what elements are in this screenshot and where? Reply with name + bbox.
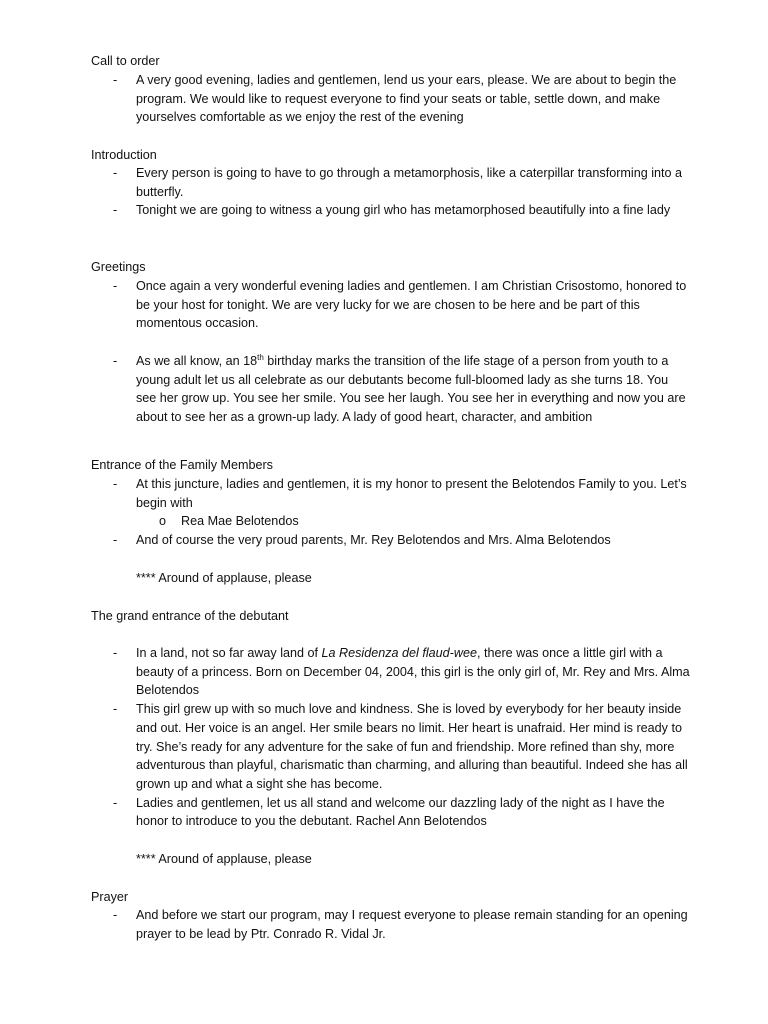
greetings-list-2 — [91, 352, 691, 427]
item-text: This girl grew up with so much love and kindness. She is loved by everybody for her beauty inside and out. Her voice is an angel. Her smile bears no limit. Her heart is unafraid. Her mind is ready to try. She’s ready for any adventure for the sake of fun and friendship. More refined than shy, more adventurous than playful, charismatic than charming, and alluring than beautiful. Indeed she has all grown up and what a sight she has become. — [136, 702, 688, 791]
circle-bullet: o — [159, 514, 167, 529]
dash-bullet: - — [113, 354, 118, 368]
section-heading-call-to-order: Call to order — [91, 54, 160, 68]
list-item — [91, 352, 691, 427]
list-item — [91, 531, 691, 550]
item-text: And before we start our program, may I request everyone to please remain standing for an opening prayer to be lead by Ptr. Conrado R. Vidal Jr. — [136, 908, 688, 941]
applause-cue: **** Around of applause, please — [136, 571, 312, 585]
introduction-list — [91, 164, 691, 220]
item-text: And of course the very proud parents, Mr. Rey Belotendos and Mrs. Alma Belotendos — [136, 533, 611, 548]
list-item — [91, 644, 691, 700]
item-text-end: birthday marks the transition of the life stage of a person from youth to a young adult let us all celebrate as our debutants become full-bloomed lady as she turns 18. You see her grow up. You see her smile. You see her laugh. You see her in everything and now you are about to see her as a grown-up lady. A lady of good heart, character, and ambition — [136, 354, 686, 425]
list-item — [91, 700, 691, 794]
sub-list-item — [91, 512, 691, 531]
list-item — [91, 164, 691, 201]
list-item — [91, 71, 691, 127]
item-text: A very good evening, ladies and gentlemen, lend us your ears, please. We are about to begin the program. We would like to request everyone to find your seats or table, settle down, and make yourselves comfortable as we enjoy the rest of the evening — [136, 73, 677, 125]
dash-bullet: - — [113, 908, 118, 922]
dash-bullet: - — [113, 203, 118, 218]
dash-bullet: - — [113, 795, 118, 810]
prayer-list — [91, 906, 691, 943]
item-text: Ladies and gentlemen, let us all stand and welcome our dazzling lady of the night as I have the honor to introduce to you the debutant. Rachel Ann Belotendos — [136, 795, 665, 829]
item-text-start: In a land, not so far away land of — [136, 646, 322, 660]
item-text: Every person is going to have to go through a metamorphosis, like a caterpillar transforming into a butterfly. — [136, 166, 683, 199]
dash-bullet: - — [113, 166, 118, 180]
dash-bullet: - — [113, 646, 118, 660]
family-list — [91, 475, 691, 550]
section-heading-debutant: The grand entrance of the debutant — [91, 609, 289, 623]
section-heading-greetings: Greetings — [91, 260, 146, 274]
applause-cue: **** Around of applause, please — [136, 852, 312, 866]
item-text: At this juncture, ladies and gentlemen, it is my honor to present the Belotendos Family to you. Let’s begin with — [136, 477, 687, 510]
dash-bullet: - — [113, 279, 118, 293]
section-heading-prayer: Prayer — [91, 890, 129, 904]
list-item — [91, 201, 691, 220]
section-heading-family: Entrance of the Family Members — [91, 458, 273, 472]
ordinal-suffix: th — [257, 352, 264, 362]
debutant-list — [91, 644, 691, 831]
item-text: Tonight we are going to witness a young girl who has metamorphosed beautifully into a fine lady — [136, 203, 671, 218]
item-text: Rea Mae Belotendos — [181, 514, 299, 529]
dash-bullet: - — [113, 702, 118, 717]
section-heading-introduction: Introduction — [91, 148, 157, 162]
item-text: Once again a very wonderful evening ladies and gentlemen. I am Christian Crisostomo, honored to be your host for tonight. We are very lucky for we are chosen to be here and be part of this momentous occasion. — [136, 279, 687, 331]
list-item — [91, 794, 691, 831]
item-text-start: As we all know, an 18 — [136, 354, 258, 368]
list-item — [91, 277, 691, 333]
list-item — [91, 906, 691, 943]
item-text-end: , there was once a little girl with a beauty of a princess. Born on December 04, 2004, this girl is the only girl of, Mr. Rey and Mrs. Alma Belotendos — [136, 646, 690, 698]
dash-bullet: - — [113, 477, 118, 491]
dash-bullet: - — [113, 73, 118, 87]
call-to-order-list — [91, 71, 691, 127]
greetings-list — [91, 277, 691, 333]
list-item — [91, 475, 691, 512]
place-name-italic: La Residenza del flaud-wee — [321, 646, 477, 660]
dash-bullet: - — [113, 533, 118, 548]
